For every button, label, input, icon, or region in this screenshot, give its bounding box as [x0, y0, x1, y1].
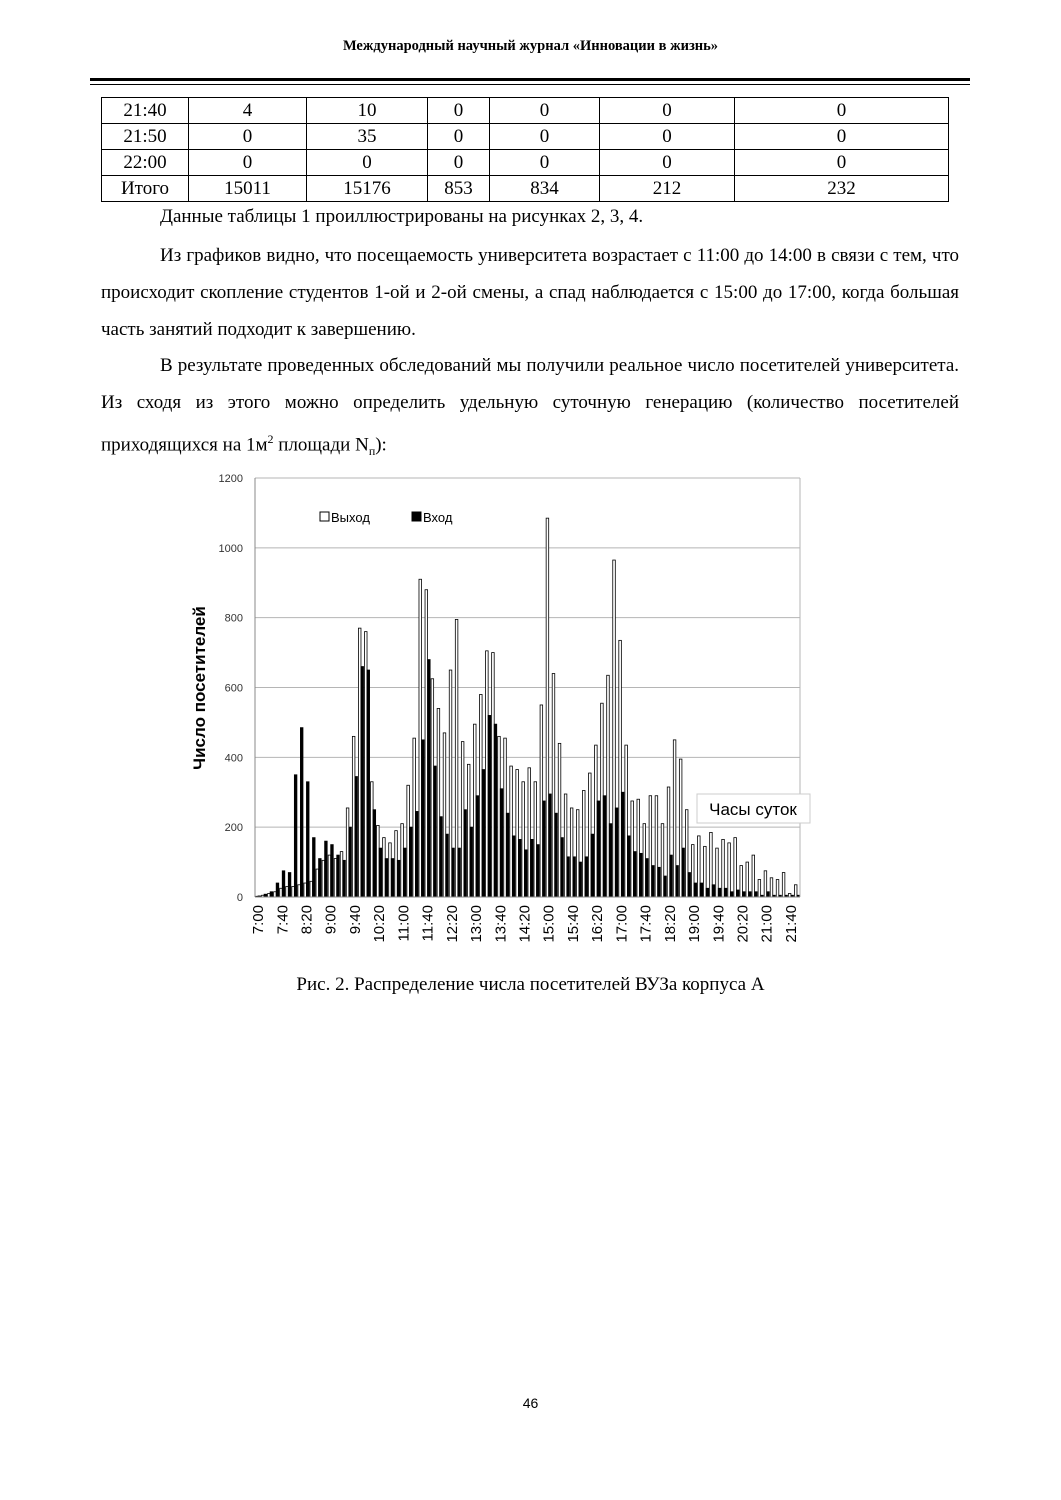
x-tick-label: 17:40	[637, 905, 655, 943]
bar-vkhod	[652, 866, 655, 897]
bar-vykhod	[782, 873, 785, 897]
table-cell: 0	[600, 150, 735, 176]
x-tick-label: 12:20	[443, 905, 461, 943]
bar-vkhod	[422, 740, 425, 897]
superscript: 2	[267, 432, 274, 446]
paragraph-1: Данные таблицы 1 проиллюстрированы на рисунках 2, 3, 4.	[160, 206, 644, 227]
bar-vkhod	[367, 670, 370, 897]
bar-vkhod	[561, 838, 564, 897]
table-cell: 15176	[307, 176, 428, 202]
bar-vkhod	[573, 857, 576, 897]
bar-vkhod	[603, 796, 606, 897]
bar-vykhod	[728, 843, 731, 897]
table-cell: 4	[189, 98, 307, 124]
table-cell: 0	[189, 150, 307, 176]
x-tick-label: 9:40	[346, 905, 364, 935]
paragraph-3-text-c: ):	[375, 434, 387, 456]
bar-vkhod	[361, 667, 364, 897]
bar-vykhod	[758, 880, 761, 897]
bar-vkhod	[585, 857, 588, 897]
y-tick-label: 0	[236, 892, 243, 904]
bar-vkhod	[579, 862, 582, 897]
bar-vkhod	[331, 845, 334, 897]
bar-vkhod	[591, 834, 594, 897]
bar-vkhod	[288, 873, 291, 897]
table-cell: 0	[490, 124, 600, 150]
x-tick-label: 18:20	[661, 905, 679, 943]
bar-vykhod	[734, 838, 737, 897]
table-cell: 834	[490, 176, 600, 202]
bar-vkhod	[512, 836, 515, 897]
bar-vkhod	[646, 859, 649, 897]
table-cell: 0	[600, 124, 735, 150]
x-tick-label: 21:00	[758, 905, 776, 943]
bar-vkhod	[700, 883, 703, 897]
x-tick-label: 17:00	[613, 905, 631, 943]
bar-vkhod	[658, 867, 661, 897]
bar-vkhod	[767, 892, 770, 897]
bar-vkhod	[403, 848, 406, 897]
bar-vkhod	[518, 839, 521, 897]
bar-vkhod	[633, 852, 636, 897]
bar-vkhod	[379, 848, 382, 897]
bar-vkhod	[627, 836, 630, 897]
x-tick-label: 10:20	[371, 905, 389, 943]
legend-swatch-vykhod	[320, 512, 329, 521]
table-cell: 0	[307, 150, 428, 176]
bar-vkhod	[355, 777, 358, 897]
bar-vkhod	[609, 824, 612, 897]
table-cell: Итого	[102, 176, 189, 202]
x-axis-label: Часы суток	[709, 800, 797, 819]
x-tick-label: 11:00	[395, 905, 413, 942]
y-tick-label: 800	[224, 612, 243, 625]
y-tick-label: 1200	[218, 473, 243, 485]
x-tick-label: 11:40	[419, 905, 437, 942]
bar-vkhod	[694, 883, 697, 897]
table-cell: 0	[735, 124, 949, 150]
bar-vkhod	[597, 801, 600, 897]
x-tick-label: 19:00	[686, 905, 704, 943]
x-tick-label: 13:40	[492, 905, 510, 943]
y-axis-label: Число посетителей	[190, 606, 209, 770]
figure-caption: Рис. 2. Распределение числа посетителей ВУЗа корпуса А	[296, 974, 765, 995]
bar-vkhod	[706, 888, 709, 897]
x-tick-label: 7:40	[274, 905, 292, 935]
bar-vkhod	[415, 811, 418, 897]
bar-vkhod	[712, 885, 715, 897]
table-cell: 22:00	[102, 150, 189, 176]
subscript: п	[368, 444, 376, 459]
paragraph-2: Из графиков видно, что посещаемость университета возрастает с 11:00 до 14:00 в связи с тем, что происходит скопление студентов 1-ой и 2-ой смены, а спад наблюдается с 15:00 до 17:00, когда большая часть занятий подходит к завершению.	[101, 245, 959, 340]
y-tick-label: 200	[224, 822, 243, 835]
page-number: 46	[522, 1395, 539, 1411]
bar-vkhod	[718, 888, 721, 897]
bar-vkhod	[349, 827, 352, 897]
bar-vkhod	[385, 859, 388, 897]
bar-vkhod	[452, 848, 455, 897]
x-tick-label: 21:40	[782, 905, 800, 943]
bar-vkhod	[337, 855, 340, 897]
bar-vkhod	[270, 892, 273, 897]
table-cell: 0	[189, 124, 307, 150]
bar-vykhod	[776, 880, 779, 897]
bar-vkhod	[688, 873, 691, 897]
bar-vkhod	[409, 827, 412, 897]
bar-vkhod	[494, 724, 497, 897]
bar-vkhod	[742, 892, 745, 897]
bar-vkhod	[343, 860, 346, 897]
table-cell: 0	[735, 150, 949, 176]
x-tick-label: 13:00	[468, 905, 486, 943]
table-cell: 0	[428, 124, 490, 150]
bar-vkhod	[476, 796, 479, 897]
table-cell: 35	[307, 124, 428, 150]
bar-vkhod	[325, 841, 328, 897]
bar-vkhod	[670, 855, 673, 897]
bar-vkhod	[555, 813, 558, 897]
bar-vkhod	[549, 794, 552, 897]
x-tick-label: 20:20	[734, 905, 752, 943]
bar-vkhod	[319, 859, 322, 897]
legend-label-vkhod: Вход	[423, 510, 453, 525]
bar-vkhod	[391, 859, 394, 897]
bar-vkhod	[488, 715, 491, 897]
bar-vkhod	[664, 876, 667, 897]
bar-vkhod	[294, 775, 297, 897]
bar-vkhod	[543, 801, 546, 897]
bar-vkhod	[506, 813, 509, 897]
table-cell: 15011	[189, 176, 307, 202]
y-tick-label: 400	[224, 752, 243, 765]
bar-vkhod	[500, 789, 503, 897]
bar-vkhod	[276, 883, 279, 897]
bar-vkhod	[397, 860, 400, 897]
table-cell: 0	[600, 98, 735, 124]
x-tick-label: 19:40	[710, 905, 728, 943]
bar-vkhod	[537, 845, 540, 897]
bar-vkhod	[282, 871, 285, 897]
table-cell: 232	[735, 176, 949, 202]
bar-vkhod	[749, 892, 752, 897]
bar-vkhod	[730, 892, 733, 897]
table-cell: 10	[307, 98, 428, 124]
bar-vkhod	[434, 766, 437, 897]
bar-vkhod	[736, 890, 739, 897]
table-cell: 0	[428, 150, 490, 176]
x-tick-label: 15:40	[564, 905, 582, 943]
bar-vykhod	[752, 855, 755, 897]
bar-vykhod	[770, 878, 773, 897]
table-cell: 21:50	[102, 124, 189, 150]
bar-vkhod	[440, 817, 443, 897]
x-tick-label: 7:00	[250, 905, 268, 935]
bar-vkhod	[640, 853, 643, 897]
bar-vkhod	[621, 792, 624, 897]
table-cell: 853	[428, 176, 490, 202]
legend-label-vykhod: Выход	[331, 510, 370, 525]
bar-vkhod	[676, 866, 679, 897]
x-tick-label: 8:20	[298, 905, 316, 935]
bar-vkhod	[682, 848, 685, 897]
x-tick-label: 15:00	[540, 905, 558, 943]
paragraph-3-text: В результате проведенных обследований мы получили реальное число посетителей университета. Из сходя из этого можно определить удельную суточную генерацию (количество посетителей приходящихся на 1м	[101, 355, 959, 456]
bar-vkhod	[313, 838, 316, 897]
table-cell: 21:40	[102, 98, 189, 124]
bar-vkhod	[524, 850, 527, 897]
y-tick-label: 600	[224, 682, 243, 695]
journal-header: Международный научный журнал «Инновации в жизнь»	[342, 38, 719, 54]
bar-vkhod	[306, 782, 309, 897]
y-tick-label: 1000	[218, 542, 243, 555]
table-cell: 0	[490, 98, 600, 124]
bar-vkhod	[300, 728, 303, 897]
x-tick-label: 14:20	[516, 905, 534, 943]
table-cell: 0	[735, 98, 949, 124]
bar-vkhod	[458, 848, 461, 897]
table-cell: 212	[600, 176, 735, 202]
table-cell: 0	[490, 150, 600, 176]
x-tick-label: 16:20	[589, 905, 607, 943]
table-cell: 0	[428, 98, 490, 124]
legend-swatch-vkhod	[412, 512, 421, 521]
bar-vkhod	[755, 892, 758, 897]
bar-vkhod	[567, 857, 570, 897]
bar-vkhod	[428, 660, 431, 897]
bar-vkhod	[470, 827, 473, 897]
bar-vkhod	[724, 888, 727, 897]
x-tick-label: 9:00	[322, 905, 340, 935]
bar-vkhod	[464, 810, 467, 897]
bar-vkhod	[446, 834, 449, 897]
paragraph-3-text-b: площади N	[273, 434, 369, 456]
bar-vkhod	[531, 839, 534, 897]
bar-vkhod	[373, 810, 376, 897]
bar-vkhod	[482, 770, 485, 897]
bar-vkhod	[615, 808, 618, 897]
